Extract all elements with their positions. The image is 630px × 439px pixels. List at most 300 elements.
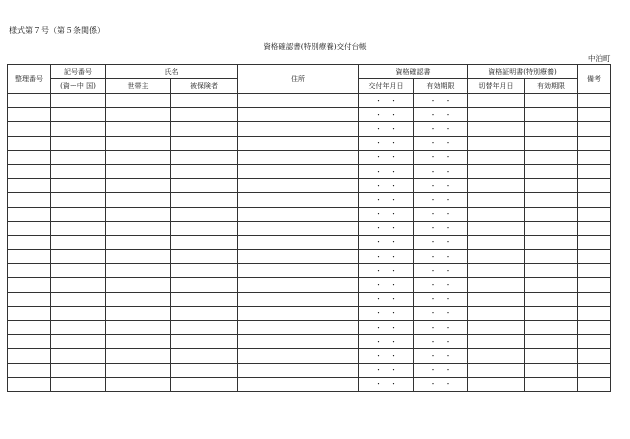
cell-jusho[interactable] bbox=[238, 335, 359, 349]
header-shomei-sho: 資格証明書(特別療養) bbox=[468, 65, 578, 79]
date-dot: ・ bbox=[444, 323, 452, 332]
cell-yuko-kigen-2[interactable] bbox=[525, 264, 578, 278]
table-row bbox=[8, 221, 611, 235]
cell-yuko-kigen[interactable] bbox=[414, 321, 468, 335]
cell-seiri-bango[interactable] bbox=[8, 108, 51, 122]
date-dot: ・ bbox=[444, 210, 452, 219]
cell-biko[interactable] bbox=[578, 264, 611, 278]
cell-yuko-kigen-2[interactable] bbox=[525, 321, 578, 335]
date-dot: ・ bbox=[444, 181, 452, 190]
cell-kirikae-date[interactable] bbox=[468, 377, 525, 391]
cell-yuko-kigen[interactable] bbox=[414, 193, 468, 207]
cell-hihokensha[interactable] bbox=[171, 335, 238, 349]
cell-biko[interactable] bbox=[578, 108, 611, 122]
date-placeholder bbox=[374, 338, 398, 346]
cell-kirikae-date[interactable] bbox=[468, 264, 525, 278]
cell-kofu-date[interactable] bbox=[359, 349, 414, 363]
cell-yuko-kigen-2[interactable] bbox=[525, 94, 578, 108]
date-dot: ・ bbox=[375, 309, 382, 318]
date-dot: ・ bbox=[375, 380, 382, 389]
cell-setainushi[interactable] bbox=[106, 207, 171, 221]
cell-setainushi[interactable] bbox=[106, 335, 171, 349]
date-placeholder bbox=[429, 196, 453, 204]
cell-biko[interactable] bbox=[578, 136, 611, 150]
date-dot: ・ bbox=[390, 351, 397, 360]
date-placeholder bbox=[429, 238, 453, 246]
cell-kirikae-date[interactable] bbox=[468, 235, 525, 249]
table-row bbox=[8, 94, 611, 108]
cell-yuko-kigen-2[interactable] bbox=[525, 207, 578, 221]
cell-yuko-kigen-2[interactable] bbox=[525, 278, 578, 292]
cell-seiri-bango[interactable] bbox=[8, 122, 51, 136]
date-dot: ・ bbox=[444, 153, 452, 162]
date-dot: ・ bbox=[444, 351, 452, 360]
cell-setainushi[interactable] bbox=[106, 179, 171, 193]
cell-jusho[interactable] bbox=[238, 108, 359, 122]
date-placeholder bbox=[429, 380, 453, 388]
cell-seiri-bango[interactable] bbox=[8, 363, 51, 377]
cell-kigou-bango[interactable] bbox=[51, 264, 106, 278]
cell-yuko-kigen[interactable] bbox=[414, 250, 468, 264]
cell-kigou-bango[interactable] bbox=[51, 136, 106, 150]
cell-hihokensha[interactable] bbox=[171, 321, 238, 335]
cell-setainushi[interactable] bbox=[106, 278, 171, 292]
cell-biko[interactable] bbox=[578, 193, 611, 207]
cell-kirikae-date[interactable] bbox=[468, 136, 525, 150]
page-title: 資格確認書(特別療養)交付台帳 bbox=[263, 42, 367, 51]
cell-kofu-date[interactable] bbox=[359, 292, 414, 306]
cell-seiri-bango[interactable] bbox=[8, 306, 51, 320]
cell-hihokensha[interactable] bbox=[171, 150, 238, 164]
cell-hihokensha[interactable] bbox=[171, 363, 238, 377]
date-dot: ・ bbox=[429, 323, 437, 332]
cell-biko[interactable] bbox=[578, 150, 611, 164]
cell-hihokensha[interactable] bbox=[171, 193, 238, 207]
cell-yuko-kigen[interactable] bbox=[414, 207, 468, 221]
table-row bbox=[8, 335, 611, 349]
cell-yuko-kigen-2[interactable] bbox=[525, 193, 578, 207]
cell-yuko-kigen-2[interactable] bbox=[525, 349, 578, 363]
cell-kirikae-date[interactable] bbox=[468, 164, 525, 178]
date-dot: ・ bbox=[390, 337, 397, 346]
cell-biko[interactable] bbox=[578, 122, 611, 136]
cell-biko[interactable] bbox=[578, 377, 611, 391]
cell-kigou-bango[interactable] bbox=[51, 193, 106, 207]
cell-kofu-date[interactable] bbox=[359, 306, 414, 320]
cell-setainushi[interactable] bbox=[106, 193, 171, 207]
cell-kirikae-date[interactable] bbox=[468, 193, 525, 207]
cell-kofu-date[interactable] bbox=[359, 363, 414, 377]
date-dot: ・ bbox=[375, 337, 382, 346]
cell-jusho[interactable] bbox=[238, 193, 359, 207]
cell-jusho[interactable] bbox=[238, 150, 359, 164]
cell-yuko-kigen-2[interactable] bbox=[525, 363, 578, 377]
cell-hihokensha[interactable] bbox=[171, 221, 238, 235]
cell-yuko-kigen-2[interactable] bbox=[525, 292, 578, 306]
cell-seiri-bango[interactable] bbox=[8, 221, 51, 235]
cell-biko[interactable] bbox=[578, 278, 611, 292]
date-dot: ・ bbox=[429, 124, 437, 133]
cell-yuko-kigen-2[interactable] bbox=[525, 235, 578, 249]
date-dot: ・ bbox=[390, 309, 397, 318]
cell-yuko-kigen[interactable] bbox=[414, 278, 468, 292]
cell-seiri-bango[interactable] bbox=[8, 193, 51, 207]
cell-seiri-bango[interactable] bbox=[8, 179, 51, 193]
cell-kirikae-date[interactable] bbox=[468, 179, 525, 193]
cell-kofu-date[interactable] bbox=[359, 150, 414, 164]
cell-yuko-kigen-2[interactable] bbox=[525, 179, 578, 193]
cell-yuko-kigen-2[interactable] bbox=[525, 335, 578, 349]
header-seiri-bango: 整理番号 bbox=[8, 65, 51, 94]
header-kigou-bango: 記号番号 bbox=[51, 65, 106, 79]
cell-kofu-date[interactable] bbox=[359, 235, 414, 249]
cell-seiri-bango[interactable] bbox=[8, 94, 51, 108]
cell-jusho[interactable] bbox=[238, 264, 359, 278]
cell-yuko-kigen[interactable] bbox=[414, 349, 468, 363]
cell-hihokensha[interactable] bbox=[171, 377, 238, 391]
cell-hihokensha[interactable] bbox=[171, 278, 238, 292]
cell-yuko-kigen-2[interactable] bbox=[525, 306, 578, 320]
cell-yuko-kigen-2[interactable] bbox=[525, 108, 578, 122]
table-row bbox=[8, 164, 611, 178]
cell-kirikae-date[interactable] bbox=[468, 278, 525, 292]
cell-setainushi[interactable] bbox=[106, 306, 171, 320]
date-placeholder bbox=[374, 182, 398, 190]
cell-hihokensha[interactable] bbox=[171, 292, 238, 306]
cell-yuko-kigen[interactable] bbox=[414, 122, 468, 136]
cell-kofu-date[interactable] bbox=[359, 94, 414, 108]
table-row bbox=[8, 264, 611, 278]
cell-setainushi[interactable] bbox=[106, 321, 171, 335]
cell-hihokensha[interactable] bbox=[171, 94, 238, 108]
date-dot: ・ bbox=[390, 238, 397, 247]
cell-yuko-kigen[interactable] bbox=[414, 235, 468, 249]
date-dot: ・ bbox=[390, 366, 397, 375]
cell-setainushi[interactable] bbox=[106, 363, 171, 377]
cell-jusho[interactable] bbox=[238, 207, 359, 221]
cell-kirikae-date[interactable] bbox=[468, 94, 525, 108]
cell-seiri-bango[interactable] bbox=[8, 321, 51, 335]
cell-jusho[interactable] bbox=[238, 136, 359, 150]
cell-hihokensha[interactable] bbox=[171, 122, 238, 136]
cell-biko[interactable] bbox=[578, 179, 611, 193]
cell-kigou-bango[interactable] bbox=[51, 207, 106, 221]
cell-kofu-date[interactable] bbox=[359, 264, 414, 278]
cell-kirikae-date[interactable] bbox=[468, 292, 525, 306]
cell-biko[interactable] bbox=[578, 306, 611, 320]
date-dot: ・ bbox=[444, 295, 452, 304]
date-placeholder bbox=[429, 267, 453, 275]
cell-yuko-kigen[interactable] bbox=[414, 179, 468, 193]
date-placeholder bbox=[429, 366, 453, 374]
cell-kirikae-date[interactable] bbox=[468, 207, 525, 221]
cell-jusho[interactable] bbox=[238, 179, 359, 193]
cell-hihokensha[interactable] bbox=[171, 264, 238, 278]
register-table bbox=[7, 64, 611, 392]
cell-jusho[interactable] bbox=[238, 321, 359, 335]
cell-yuko-kigen[interactable] bbox=[414, 377, 468, 391]
cell-yuko-kigen[interactable] bbox=[414, 108, 468, 122]
cell-kofu-date[interactable] bbox=[359, 108, 414, 122]
cell-setainushi[interactable] bbox=[106, 164, 171, 178]
cell-seiri-bango[interactable] bbox=[8, 335, 51, 349]
cell-kigou-bango[interactable] bbox=[51, 349, 106, 363]
cell-jusho[interactable] bbox=[238, 94, 359, 108]
table-row bbox=[8, 278, 611, 292]
table-row bbox=[8, 207, 611, 221]
cell-jusho[interactable] bbox=[238, 221, 359, 235]
cell-jusho[interactable] bbox=[238, 122, 359, 136]
cell-jusho[interactable] bbox=[238, 292, 359, 306]
cell-kigou-bango[interactable] bbox=[51, 335, 106, 349]
date-dot: ・ bbox=[429, 295, 437, 304]
cell-kigou-bango[interactable] bbox=[51, 108, 106, 122]
date-dot: ・ bbox=[375, 266, 382, 275]
date-placeholder bbox=[429, 253, 453, 261]
date-placeholder bbox=[374, 168, 398, 176]
cell-jusho[interactable] bbox=[238, 349, 359, 363]
cell-kirikae-date[interactable] bbox=[468, 321, 525, 335]
cell-seiri-bango[interactable] bbox=[8, 150, 51, 164]
cell-kirikae-date[interactable] bbox=[468, 335, 525, 349]
cell-biko[interactable] bbox=[578, 321, 611, 335]
cell-yuko-kigen[interactable] bbox=[414, 335, 468, 349]
date-dot: ・ bbox=[429, 281, 437, 290]
date-placeholder bbox=[429, 295, 453, 303]
date-dot: ・ bbox=[429, 195, 437, 204]
cell-kigou-bango[interactable] bbox=[51, 150, 106, 164]
date-dot: ・ bbox=[429, 167, 437, 176]
cell-yuko-kigen[interactable] bbox=[414, 164, 468, 178]
cell-biko[interactable] bbox=[578, 207, 611, 221]
date-dot: ・ bbox=[390, 266, 397, 275]
cell-kigou-bango[interactable] bbox=[51, 221, 106, 235]
header-setainushi: 世帯主 bbox=[106, 79, 171, 94]
date-placeholder bbox=[374, 153, 398, 161]
cell-kigou-bango[interactable] bbox=[51, 250, 106, 264]
date-dot: ・ bbox=[429, 337, 437, 346]
header-jusho: 住所 bbox=[238, 65, 359, 94]
cell-biko[interactable] bbox=[578, 235, 611, 249]
date-dot: ・ bbox=[390, 380, 397, 389]
cell-biko[interactable] bbox=[578, 335, 611, 349]
cell-kofu-date[interactable] bbox=[359, 164, 414, 178]
date-dot: ・ bbox=[429, 224, 437, 233]
date-dot: ・ bbox=[375, 139, 382, 148]
cell-seiri-bango[interactable] bbox=[8, 164, 51, 178]
cell-yuko-kigen-2[interactable] bbox=[525, 377, 578, 391]
cell-kirikae-date[interactable] bbox=[468, 250, 525, 264]
date-dot: ・ bbox=[444, 224, 452, 233]
cell-setainushi[interactable] bbox=[106, 292, 171, 306]
cell-kofu-date[interactable] bbox=[359, 250, 414, 264]
cell-kigou-bango[interactable] bbox=[51, 292, 106, 306]
date-dot: ・ bbox=[375, 210, 382, 219]
cell-setainushi[interactable] bbox=[106, 250, 171, 264]
date-dot: ・ bbox=[390, 295, 397, 304]
cell-biko[interactable] bbox=[578, 363, 611, 377]
date-dot: ・ bbox=[429, 238, 437, 247]
date-placeholder bbox=[374, 111, 398, 119]
cell-seiri-bango[interactable] bbox=[8, 349, 51, 363]
cell-yuko-kigen-2[interactable] bbox=[525, 122, 578, 136]
cell-jusho[interactable] bbox=[238, 377, 359, 391]
cell-kigou-bango[interactable] bbox=[51, 321, 106, 335]
cell-kofu-date[interactable] bbox=[359, 179, 414, 193]
cell-kigou-bango[interactable] bbox=[51, 235, 106, 249]
cell-seiri-bango[interactable] bbox=[8, 278, 51, 292]
cell-hihokensha[interactable] bbox=[171, 164, 238, 178]
cell-biko[interactable] bbox=[578, 94, 611, 108]
cell-kigou-bango[interactable] bbox=[51, 179, 106, 193]
date-dot: ・ bbox=[429, 110, 437, 119]
date-placeholder bbox=[429, 139, 453, 147]
cell-kigou-bango[interactable] bbox=[51, 278, 106, 292]
date-dot: ・ bbox=[444, 110, 452, 119]
date-dot: ・ bbox=[444, 195, 452, 204]
cell-yuko-kigen-2[interactable] bbox=[525, 150, 578, 164]
cell-kirikae-date[interactable] bbox=[468, 349, 525, 363]
cell-hihokensha[interactable] bbox=[171, 306, 238, 320]
header-kirikae-date: 切替年月日 bbox=[468, 79, 525, 94]
date-placeholder bbox=[374, 267, 398, 275]
cell-setainushi[interactable] bbox=[106, 377, 171, 391]
date-dot: ・ bbox=[429, 181, 437, 190]
cell-setainushi[interactable] bbox=[106, 108, 171, 122]
cell-jusho[interactable] bbox=[238, 306, 359, 320]
date-dot: ・ bbox=[390, 124, 397, 133]
date-placeholder bbox=[374, 366, 398, 374]
header-biko: 備考 bbox=[578, 65, 611, 94]
date-placeholder bbox=[429, 224, 453, 232]
cell-seiri-bango[interactable] bbox=[8, 292, 51, 306]
cell-jusho[interactable] bbox=[238, 164, 359, 178]
date-dot: ・ bbox=[390, 210, 397, 219]
cell-kofu-date[interactable] bbox=[359, 377, 414, 391]
date-dot: ・ bbox=[375, 351, 382, 360]
cell-jusho[interactable] bbox=[238, 235, 359, 249]
date-placeholder bbox=[374, 125, 398, 133]
date-dot: ・ bbox=[375, 153, 382, 162]
cell-hihokensha[interactable] bbox=[171, 250, 238, 264]
date-dot: ・ bbox=[390, 153, 397, 162]
cell-seiri-bango[interactable] bbox=[8, 235, 51, 249]
cell-yuko-kigen[interactable] bbox=[414, 306, 468, 320]
cell-hihokensha[interactable] bbox=[171, 235, 238, 249]
date-dot: ・ bbox=[375, 323, 382, 332]
cell-biko[interactable] bbox=[578, 349, 611, 363]
cell-biko[interactable] bbox=[578, 164, 611, 178]
cell-yuko-kigen[interactable] bbox=[414, 221, 468, 235]
cell-jusho[interactable] bbox=[238, 278, 359, 292]
cell-hihokensha[interactable] bbox=[171, 207, 238, 221]
date-placeholder bbox=[429, 125, 453, 133]
cell-setainushi[interactable] bbox=[106, 349, 171, 363]
cell-kofu-date[interactable] bbox=[359, 278, 414, 292]
table-row bbox=[8, 377, 611, 391]
cell-yuko-kigen-2[interactable] bbox=[525, 164, 578, 178]
cell-hihokensha[interactable] bbox=[171, 136, 238, 150]
cell-kofu-date[interactable] bbox=[359, 221, 414, 235]
cell-kofu-date[interactable] bbox=[359, 321, 414, 335]
cell-yuko-kigen[interactable] bbox=[414, 292, 468, 306]
cell-yuko-kigen[interactable] bbox=[414, 264, 468, 278]
cell-yuko-kigen[interactable] bbox=[414, 150, 468, 164]
cell-setainushi[interactable] bbox=[106, 94, 171, 108]
cell-seiri-bango[interactable] bbox=[8, 136, 51, 150]
cell-yuko-kigen-2[interactable] bbox=[525, 221, 578, 235]
date-placeholder bbox=[374, 295, 398, 303]
cell-jusho[interactable] bbox=[238, 363, 359, 377]
cell-kigou-bango[interactable] bbox=[51, 306, 106, 320]
date-dot: ・ bbox=[390, 167, 397, 176]
cell-kofu-date[interactable] bbox=[359, 136, 414, 150]
date-dot: ・ bbox=[429, 139, 437, 148]
cell-yuko-kigen[interactable] bbox=[414, 363, 468, 377]
cell-yuko-kigen[interactable] bbox=[414, 94, 468, 108]
cell-seiri-bango[interactable] bbox=[8, 377, 51, 391]
date-dot: ・ bbox=[375, 366, 382, 375]
cell-hihokensha[interactable] bbox=[171, 179, 238, 193]
cell-jusho[interactable] bbox=[238, 250, 359, 264]
table-row bbox=[8, 150, 611, 164]
cell-seiri-bango[interactable] bbox=[8, 264, 51, 278]
cell-kigou-bango[interactable] bbox=[51, 377, 106, 391]
cell-kofu-date[interactable] bbox=[359, 207, 414, 221]
cell-biko[interactable] bbox=[578, 292, 611, 306]
date-dot: ・ bbox=[375, 238, 382, 247]
cell-seiri-bango[interactable] bbox=[8, 250, 51, 264]
cell-setainushi[interactable] bbox=[106, 264, 171, 278]
date-dot: ・ bbox=[444, 238, 452, 247]
cell-kirikae-date[interactable] bbox=[468, 122, 525, 136]
cell-yuko-kigen[interactable] bbox=[414, 136, 468, 150]
cell-hihokensha[interactable] bbox=[171, 108, 238, 122]
date-dot: ・ bbox=[390, 110, 397, 119]
cell-yuko-kigen-2[interactable] bbox=[525, 250, 578, 264]
cell-kirikae-date[interactable] bbox=[468, 363, 525, 377]
cell-kofu-date[interactable] bbox=[359, 193, 414, 207]
date-placeholder bbox=[429, 97, 453, 105]
date-dot: ・ bbox=[429, 153, 437, 162]
date-placeholder bbox=[374, 238, 398, 246]
cell-setainushi[interactable] bbox=[106, 221, 171, 235]
cell-kigou-bango[interactable] bbox=[51, 94, 106, 108]
cell-kofu-date[interactable] bbox=[359, 335, 414, 349]
cell-setainushi[interactable] bbox=[106, 122, 171, 136]
date-placeholder bbox=[374, 210, 398, 218]
cell-kigou-bango[interactable] bbox=[51, 122, 106, 136]
cell-setainushi[interactable] bbox=[106, 150, 171, 164]
cell-kirikae-date[interactable] bbox=[468, 150, 525, 164]
cell-kofu-date[interactable] bbox=[359, 122, 414, 136]
cell-kirikae-date[interactable] bbox=[468, 306, 525, 320]
date-placeholder bbox=[374, 97, 398, 105]
cell-seiri-bango[interactable] bbox=[8, 207, 51, 221]
cell-biko[interactable] bbox=[578, 221, 611, 235]
cell-kigou-bango[interactable] bbox=[51, 363, 106, 377]
cell-setainushi[interactable] bbox=[106, 235, 171, 249]
cell-kigou-bango[interactable] bbox=[51, 164, 106, 178]
cell-kirikae-date[interactable] bbox=[468, 108, 525, 122]
date-placeholder bbox=[374, 324, 398, 332]
cell-kirikae-date[interactable] bbox=[468, 221, 525, 235]
cell-biko[interactable] bbox=[578, 250, 611, 264]
cell-yuko-kigen-2[interactable] bbox=[525, 136, 578, 150]
cell-hihokensha[interactable] bbox=[171, 349, 238, 363]
cell-setainushi[interactable] bbox=[106, 136, 171, 150]
date-dot: ・ bbox=[390, 195, 397, 204]
